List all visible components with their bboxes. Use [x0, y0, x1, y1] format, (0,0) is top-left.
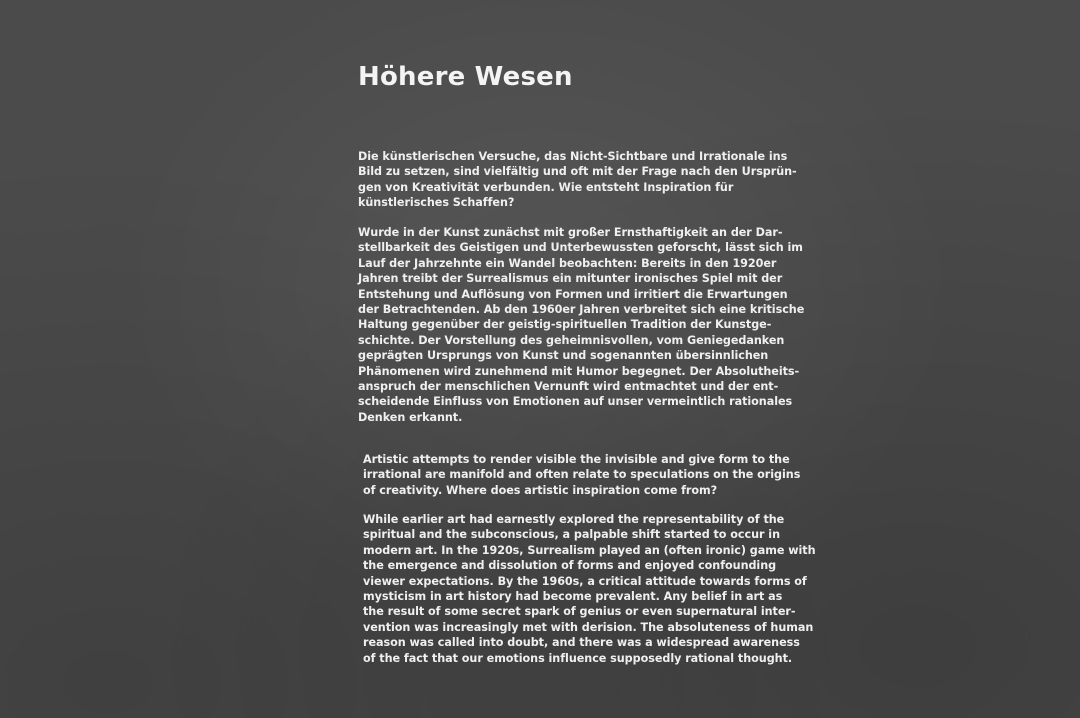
- text-line: of the fact that our emotions influence supposedly rational thought.: [363, 651, 793, 665]
- text-line: Entstehung und Auflösung von Formen und irritiert die Erwartungen: [358, 287, 788, 301]
- text-line: Lauf der Jahrzehnte ein Wandel beobachten: Bereits in den 1920er: [358, 256, 777, 270]
- text-line: the result of some secret spark of genius or even supernatural inter-: [363, 605, 796, 619]
- text-line: Jahren treibt der Surrealismus ein mitunter ironisches Spiel mit der: [358, 272, 783, 286]
- text-line: reason was called into doubt, and there was a widespread awareness: [363, 636, 800, 650]
- text-line: of creativity. Where does artistic inspiration come from?: [363, 483, 718, 497]
- text-line: künstlerisches Schaffen?: [358, 196, 515, 210]
- text-line: viewer expectations. By the 1960s, a critical attitude towards forms of: [363, 574, 807, 588]
- german-paragraph-2: [358, 225, 804, 425]
- text-line: modern art. In the 1920s, Surrealism played an (often ironic) game with: [363, 543, 816, 557]
- text-line: Bild zu setzen, sind vielfältig und oft mit der Frage nach den Ursprün-: [358, 165, 797, 179]
- text-line: scheidende Einfluss von Emotionen auf unser vermeintlich rationales: [358, 395, 793, 409]
- text-line: vention was increasingly met with derision. The absoluteness of human: [363, 620, 814, 634]
- text-line: Wurde in der Kunst zunächst mit großer Ernsthaftigkeit an der Dar-: [358, 226, 783, 239]
- text-line: mysticism in art history had become prevalent. Any belief in art as: [363, 590, 783, 604]
- wall-text-title: Höhere Wesen: [358, 62, 573, 92]
- text-line: the emergence and dissolution of forms and enjoyed confounding: [363, 559, 777, 573]
- text-line: irrational are manifold and often relate to speculations on the origins: [363, 468, 801, 482]
- text-line: spiritual and the subconscious, a palpable shift started to occur in: [363, 528, 781, 542]
- text-line: schichte. Der Vorstellung des geheimnisvollen, vom Geniegedanken: [358, 333, 785, 347]
- text-line: While earlier art had earnestly explored the representability of the: [363, 513, 785, 526]
- german-paragraph-1: [358, 149, 797, 211]
- text-line: gen von Kreativität verbunden. Wie entsteht Inspiration für: [358, 180, 734, 194]
- text-line: Die künstlerischen Versuche, das Nicht-Sichtbare und Irrationale ins: [358, 150, 788, 163]
- text-line: geprägten Ursprungs von Kunst und sogenannten übersinnlichen: [358, 349, 769, 363]
- text-line: Denken erkannt.: [358, 410, 463, 424]
- text-line: Artistic attempts to render visible the invisible and give form to the: [363, 453, 790, 466]
- text-line: stellbarkeit des Geistigen und Unterbewussten geforscht, lässt sich im: [358, 241, 803, 255]
- text-line: Phänomenen wird zunehmend mit Humor begegnet. Der Absolutheits-: [358, 364, 800, 378]
- text-line: Haltung gegenüber der geistig-spirituellen Tradition der Kunstge-: [358, 318, 772, 332]
- english-paragraph-1: [363, 452, 800, 498]
- english-paragraph-2: [363, 512, 816, 666]
- text-line: anspruch der menschlichen Vernunft wird entmachtet und der ent-: [358, 380, 779, 394]
- text-line: der Betrachtenden. Ab den 1960er Jahren verbreitet sich eine kritische: [358, 303, 805, 317]
